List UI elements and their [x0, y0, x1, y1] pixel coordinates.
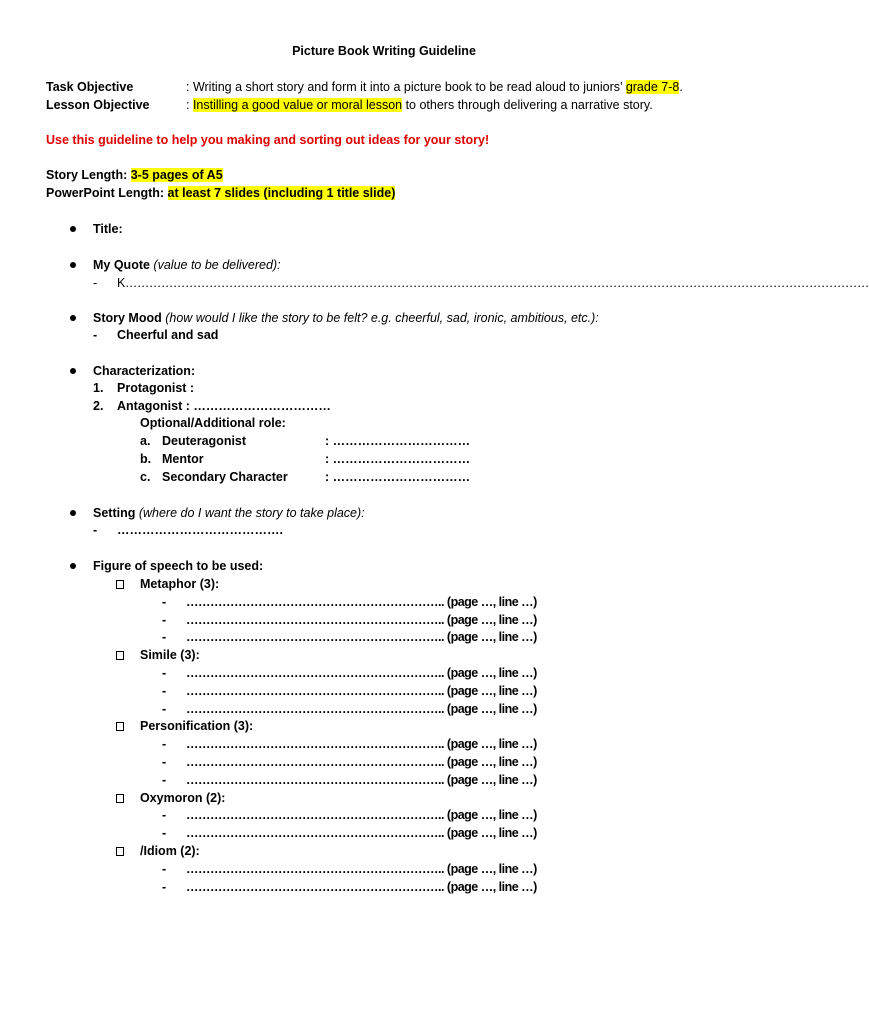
bullet-icon [70, 226, 76, 232]
role-name: Deuteragonist [162, 434, 247, 448]
lesson-highlight: Instilling a good value or moral lesson [192, 98, 403, 112]
checkbox-icon[interactable] [116, 722, 124, 731]
antagonist-number: 2. [93, 399, 104, 413]
setting-label: Setting [93, 506, 139, 520]
figure-entry-line: ……………………………………………………….. (page …, line …) [186, 808, 537, 823]
checkbox-icon[interactable] [116, 651, 124, 660]
figure-entry-dash: - [162, 612, 167, 627]
role-value: : …………………………… [325, 434, 471, 448]
figure-entry-dash: - [162, 666, 167, 680]
figures-label: Figure of speech to be used: [93, 559, 264, 573]
task-objective-text [186, 79, 683, 95]
bullet-icon [70, 368, 76, 374]
optional-roles-label: Optional/Additional role: [140, 416, 286, 430]
role-letter: a. [140, 434, 151, 448]
figure-entry-dash: - [162, 594, 167, 609]
role-letter: b. [140, 452, 152, 466]
figure-entry-dash: - [162, 737, 167, 752]
quote-hint: (value to be delivered): [153, 258, 281, 272]
figure-group-label: Metaphor (3): [140, 577, 220, 591]
role-value: : …………………………… [325, 452, 471, 466]
role-name: Mentor [162, 452, 204, 466]
checkbox-icon[interactable] [116, 580, 124, 589]
figure-entry-dash: - [162, 755, 167, 769]
page-title: Picture Book Writing Guideline [292, 44, 476, 58]
figure-entry-line: ……………………………………………………….. (page …, line …) [186, 879, 537, 894]
role-name: Secondary Character [162, 470, 288, 484]
role-letter: c. [140, 470, 151, 484]
guideline-instruction: Use this guideline to help you making and sorting out ideas for your story! [46, 133, 490, 147]
figure-entry-dash: - [162, 879, 167, 894]
powerpoint-length-label: PowerPoint Length: [46, 186, 168, 200]
figure-entry-dash: - [162, 701, 167, 716]
task-objective-label: Task Objective [46, 80, 134, 94]
figure-entry-dash: - [162, 630, 167, 645]
task-grade-highlight: grade 7-8 [625, 80, 680, 94]
figure-entry-line: ……………………………………………………….. (page …, line …) [186, 612, 537, 627]
checkbox-icon[interactable] [116, 847, 124, 856]
story-length-label: Story Length: [46, 168, 131, 182]
figure-entry-dash: - [162, 861, 167, 876]
story-length [46, 167, 223, 183]
checkbox-icon[interactable] [116, 794, 124, 803]
figure-entry-line: ……………………………………………………….. (page …, line …) [186, 683, 537, 698]
bullet-icon [70, 262, 76, 268]
quote-value: K…………………………………………………………………………………………………………………………………………………………………… [117, 276, 869, 290]
figure-group-label: Personification (3): [140, 719, 254, 734]
figure-entry-line: ……………………………………………………….. (page …, line …) [186, 755, 537, 769]
figure-entry-line: ……………………………………………………….. (page …, line …) [186, 861, 537, 876]
task-objective-tail: . [679, 80, 683, 94]
setting-hint: (where do I want the story to take place): [138, 506, 365, 520]
figure-group-label: Oxymoron (2): [140, 790, 226, 805]
quote-label: My Quote [93, 258, 154, 272]
figure-entry-line: ……………………………………………………….. (page …, line …) [186, 594, 537, 609]
mood-heading [93, 310, 599, 326]
setting-dash: - [93, 523, 98, 537]
lesson-objective-tail: to others through delivering a narrative story. [402, 98, 653, 112]
title-field-label: Title: [93, 222, 123, 236]
lesson-objective-label: Lesson Objective [46, 98, 150, 112]
figure-entry-dash: - [162, 808, 167, 823]
powerpoint-length-value: at least 7 slides (including 1 title slide) [167, 186, 396, 200]
figure-entry-dash: - [162, 772, 167, 787]
figure-entry-line: ……………………………………………………….. (page …, line …) [186, 630, 537, 645]
figure-entry-line: ……………………………………………………….. (page …, line …) [186, 666, 537, 680]
figure-entry-line: ……………………………………………………….. (page …, line …) [186, 826, 537, 841]
bullet-icon [70, 315, 76, 321]
powerpoint-length [46, 185, 395, 201]
mood-value: Cheerful and sad [117, 328, 219, 342]
setting-value: …………………………………. [117, 523, 283, 537]
quote-heading [93, 257, 281, 273]
story-length-value: 3-5 pages of A5 [130, 168, 223, 182]
setting-heading [93, 505, 365, 521]
figure-entry-line: ……………………………………………………….. (page …, line …) [186, 772, 537, 787]
figure-entry-line: ……………………………………………………….. (page …, line …) [186, 701, 537, 716]
characterization-label: Characterization: [93, 364, 196, 378]
figure-entry-dash: - [162, 683, 167, 698]
bullet-icon [70, 510, 76, 516]
figure-entry-line: ……………………………………………………….. (page …, line …) [186, 737, 537, 752]
antagonist-field: Antagonist : …………………………… [117, 399, 331, 413]
role-value: : …………………………… [325, 470, 471, 484]
protagonist-number: 1. [93, 381, 104, 395]
mood-label: Story Mood [93, 311, 166, 325]
lesson-objective-colon: : [186, 98, 193, 112]
quote-dash: - [93, 276, 98, 290]
figure-entry-dash: - [162, 826, 167, 841]
figure-group-label: /Idiom (2): [140, 844, 200, 858]
task-objective-body: : Writing a short story and form it into a picture book to be read aloud to juniors’ [186, 80, 626, 94]
bullet-icon [70, 563, 76, 569]
mood-dash: - [93, 328, 98, 342]
figure-group-label: Simile (3): [140, 648, 200, 663]
mood-hint: (how would I like the story to be felt? e.g. cheerful, sad, ironic, ambitious, etc.): [165, 311, 599, 325]
protagonist-field: Protagonist : [117, 381, 195, 395]
lesson-objective-text [186, 97, 653, 113]
